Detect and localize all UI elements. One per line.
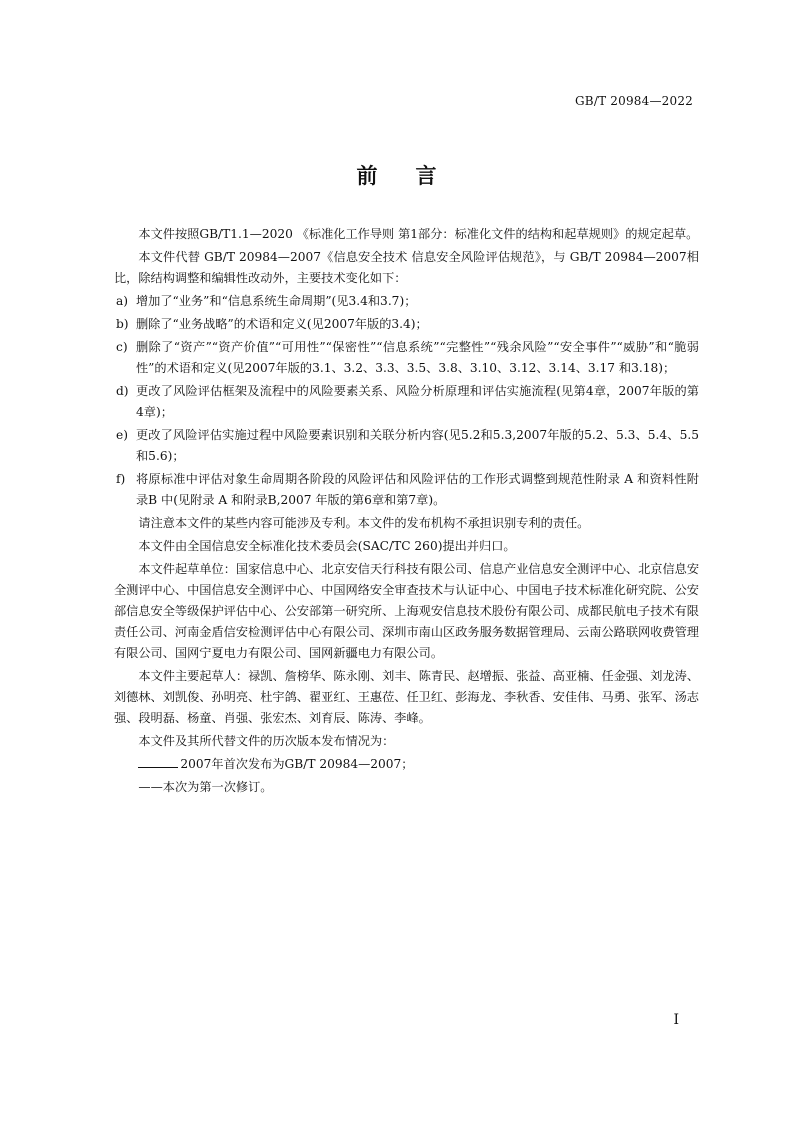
change-item xyxy=(114,291,699,312)
paragraph-patent-notice: 请注意本文件的某些内容可能涉及专利。本文件的发布机构不承担识别专利的责任。 xyxy=(138,516,590,530)
list-marker: c) xyxy=(116,340,128,354)
history-entry-current: ——本次为第一次修订。 xyxy=(138,780,273,794)
history-entry-text: 2007年首次发布为GB/T 20984—2007； xyxy=(180,757,414,771)
change-item xyxy=(114,381,699,423)
paragraph-drafting-units: 本文件起草单位：国家信息中心、北京安信天行科技有限公司、信息产业信息安全测评中心、北京信息安全测评中心、中国信息安全测评中心、中国网络安全审查技术与认证中心、中国电子技术标准化研究院、公安部信息安全等级保护评估中心、公安部第一研究所、上海观安信息技术股份有限公司、成都民航电子技术有限责任公司、河南金盾信安检测评估中心有限公司、深圳市南山区政务服务数据管理局、云南公路联网收费管理有限公司、国网宁夏电力有限公司、国网新疆电力有限公司。 xyxy=(114,562,700,660)
list-marker: e) xyxy=(116,428,128,442)
paragraph-version-history: 本文件及其所代替文件的历次版本发布情况为： xyxy=(138,734,395,748)
list-item-text: 将原标准中评估对象生命周期各阶段的风险评估和风险评估的工作形式调整到规范性附录 A 和资料性附录B 中(见附录 A 和附录B,2007 年版的第6章和第7章)。 xyxy=(136,472,699,507)
change-item xyxy=(114,469,699,511)
list-item-text: 删除了“资产”“资产价值”“可用性”“保密性”“信息系统”“完整性”“残余风险”“安全事件”“威胁”和“脆弱性”的术语和定义(见2007年版的3.1、3.2、3.3、3.5、3.8、3.10、3.12、3.14、3.17 和3.18)； xyxy=(136,340,699,375)
page-title: 前言 xyxy=(356,163,475,188)
list-item-text: 更改了风险评估框架及流程中的风险要素关系、风险分析原理和评估实施流程(见第4章，2007年版的第4章)； xyxy=(136,384,699,419)
list-item-text: 更改了风险评估实施过程中风险要素识别和关联分析内容(见5.2和5.3,2007年版的5.2、5.3、5.4、5.5和5.6)； xyxy=(136,428,699,463)
change-item xyxy=(114,425,699,467)
dash-underline xyxy=(138,755,178,768)
standard-code: GB/T 20984—2022 xyxy=(575,94,693,108)
page-number: I xyxy=(673,1012,679,1028)
change-item xyxy=(114,337,699,379)
paragraph-drafting-rules: 本文件按照GB/T1.1—2020 《标准化工作导则 第1部分：标准化文件的结构和起草规则》的规定起草。 xyxy=(138,227,699,241)
paragraph-proposer: 本文件由全国信息安全标准化技术委员会(SAC/TC 260)提出并归口。 xyxy=(138,539,516,553)
list-marker: f) xyxy=(116,472,126,486)
paragraph-replacement: 本文件代替 GB/T 20984—2007《信息安全技术 信息安全风险评估规范》，与 GB/T 20984—2007相比，除结构调整和编辑性改动外，主要技术变化如下： xyxy=(114,250,699,285)
list-marker: d) xyxy=(116,384,129,398)
list-item-text: 删除了“业务战略”的术语和定义(见2007年版的3.4)； xyxy=(136,317,428,331)
paragraph-drafters: 本文件主要起草人：禄凯、詹榜华、陈永刚、刘丰、陈青民、赵增振、张益、高亚楠、任金强、刘龙涛、刘德林、刘凯俊、孙明亮、杜宇鸽、翟亚红、王惠莅、任卫红、彭海龙、李秋香、安佳伟、马勇、张军、汤志强、段明磊、杨童、肖强、张宏杰、刘育辰、陈涛、李峰。 xyxy=(114,669,700,725)
list-item-text: 增加了“业务”和“信息系统生命周期”(见3.4和3.7)； xyxy=(136,294,417,308)
change-item xyxy=(114,314,699,335)
list-marker: a) xyxy=(116,294,129,308)
history-entry-first xyxy=(114,754,699,775)
list-marker: b) xyxy=(116,317,129,331)
foreword-body xyxy=(114,224,699,800)
